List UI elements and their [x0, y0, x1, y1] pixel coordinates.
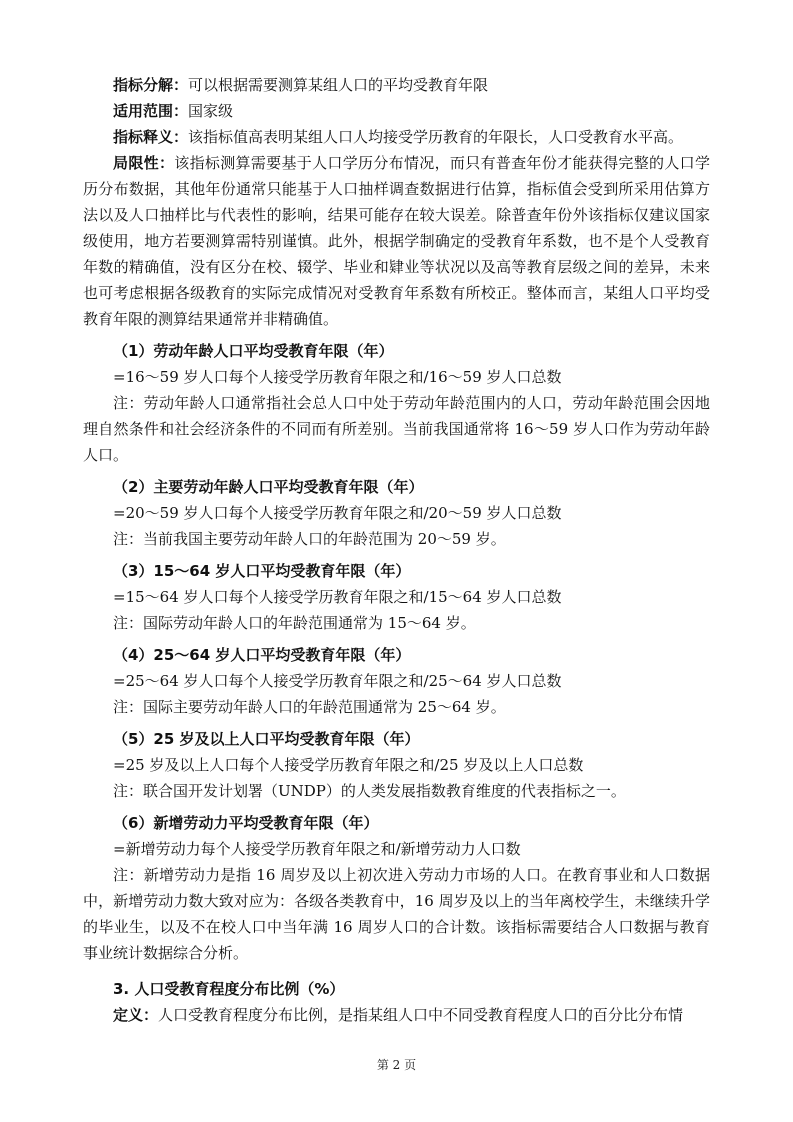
note: 注：国际主要劳动年龄人口的年龄范围通常为 25～64 岁。	[113, 698, 506, 716]
subsection-title: （4）25～64 岁人口平均受教育年限（年）	[113, 646, 411, 664]
subsection-title: （5）25 岁及以上人口平均受教育年限（年）	[113, 730, 420, 748]
formula: =15～64 岁人口每个人接受学历教育年限之和/15～64 岁人口总数	[113, 588, 562, 606]
field-text: 该指标测算需要基于人口学历分布情况，而只有普查年份才能获得完整的人口学历分布数据，其他年份通常只能基于人口抽样调查数据进行估算，指标值会受到所采用估算方法以及人口抽样比与代表性的影响，结果可能存在较大误差。除普查年份外该指标仅建议国家级使用，地方若要测算需特别谨慎。此外，根据学制确定的受教育年系数，也不是个人受教育年数的精确值，没有区分在校、辍学、毕业和肄业等状况以及高等教育层级之间的差异，未来也可考虑根据各级教育的实际完成情况对受教育年系数有所校正。整体而言，某组人口平均受教育年限的测算结果通常并非精确值。	[83, 154, 710, 328]
note: 注：新增劳动力是指 16 周岁及以上初次进入劳动力市场的人口。在教育事业和人口数据中，新增劳动力数大致对应为：各级各类教育中，16 周岁及以上的当年离校学生，未继续升学的毕业生，以及不在校人口中当年满 16 周岁人口的合计数。该指标需要结合人口数据与教育事业统计数据综合分析。	[83, 866, 710, 962]
formula: =16～59 岁人口每个人接受学历教育年限之和/16～59 岁人口总数	[113, 368, 562, 386]
formula: =20～59 岁人口每个人接受学历教育年限之和/20～59 岁人口总数	[113, 504, 562, 522]
field-label: 指标分解：	[113, 76, 189, 94]
page-content	[83, 72, 710, 1028]
subsection-title: （2）主要劳动年龄人口平均受教育年限（年）	[113, 478, 424, 496]
section-definition	[83, 1002, 710, 1028]
field-breakdown	[83, 72, 710, 98]
section-heading: 3. 人口受教育程度分布比例（%）	[113, 980, 345, 998]
note: 注：劳动年龄人口通常指社会总人口中处于劳动年龄范围内的人口，劳动年龄范围会因地理自然条件和社会经济条件的不同而有所差别。当前我国通常将 16～59 岁人口作为劳动年龄人口。	[83, 394, 710, 464]
note: 注：当前我国主要劳动年龄人口的年龄范围为 20～59 岁。	[113, 530, 506, 548]
field-label: 定义：	[113, 1006, 159, 1024]
subsection-title: （3）15～64 岁人口平均受教育年限（年）	[113, 562, 411, 580]
field-interpretation	[83, 124, 710, 150]
field-label: 适用范围：	[113, 102, 189, 120]
field-scope	[83, 98, 710, 124]
field-text: 可以根据需要测算某组人口的平均受教育年限	[188, 76, 489, 94]
formula: =25 岁及以上人口每个人接受学历教育年限之和/25 岁及以上人口总数	[113, 756, 584, 774]
formula: =25～64 岁人口每个人接受学历教育年限之和/25～64 岁人口总数	[113, 672, 562, 690]
subsection-title: （6）新增劳动力平均受教育年限（年）	[113, 814, 379, 832]
field-label: 局限性：	[113, 154, 175, 172]
field-text: 国家级	[188, 102, 234, 120]
page-number: 第 2 页	[376, 1058, 417, 1072]
field-limitations	[83, 150, 710, 332]
note: 注：联合国开发计划署（UNDP）的人类发展指数教育维度的代表指标之一。	[113, 782, 626, 800]
formula: =新增劳动力每个人接受学历教育年限之和/新增劳动力人口数	[113, 840, 521, 858]
field-label: 指标释义：	[113, 128, 189, 146]
note: 注：国际劳动年龄人口的年龄范围通常为 15～64 岁。	[113, 614, 476, 632]
field-text: 该指标值高表明某组人口人均接受学历教育的年限长，人口受教育水平高。	[188, 128, 684, 146]
field-text: 人口受教育程度分布比例，是指某组人口中不同受教育程度人口的百分比分布情	[158, 1006, 684, 1024]
subsection-title: （1）劳动年龄人口平均受教育年限（年）	[113, 342, 394, 360]
